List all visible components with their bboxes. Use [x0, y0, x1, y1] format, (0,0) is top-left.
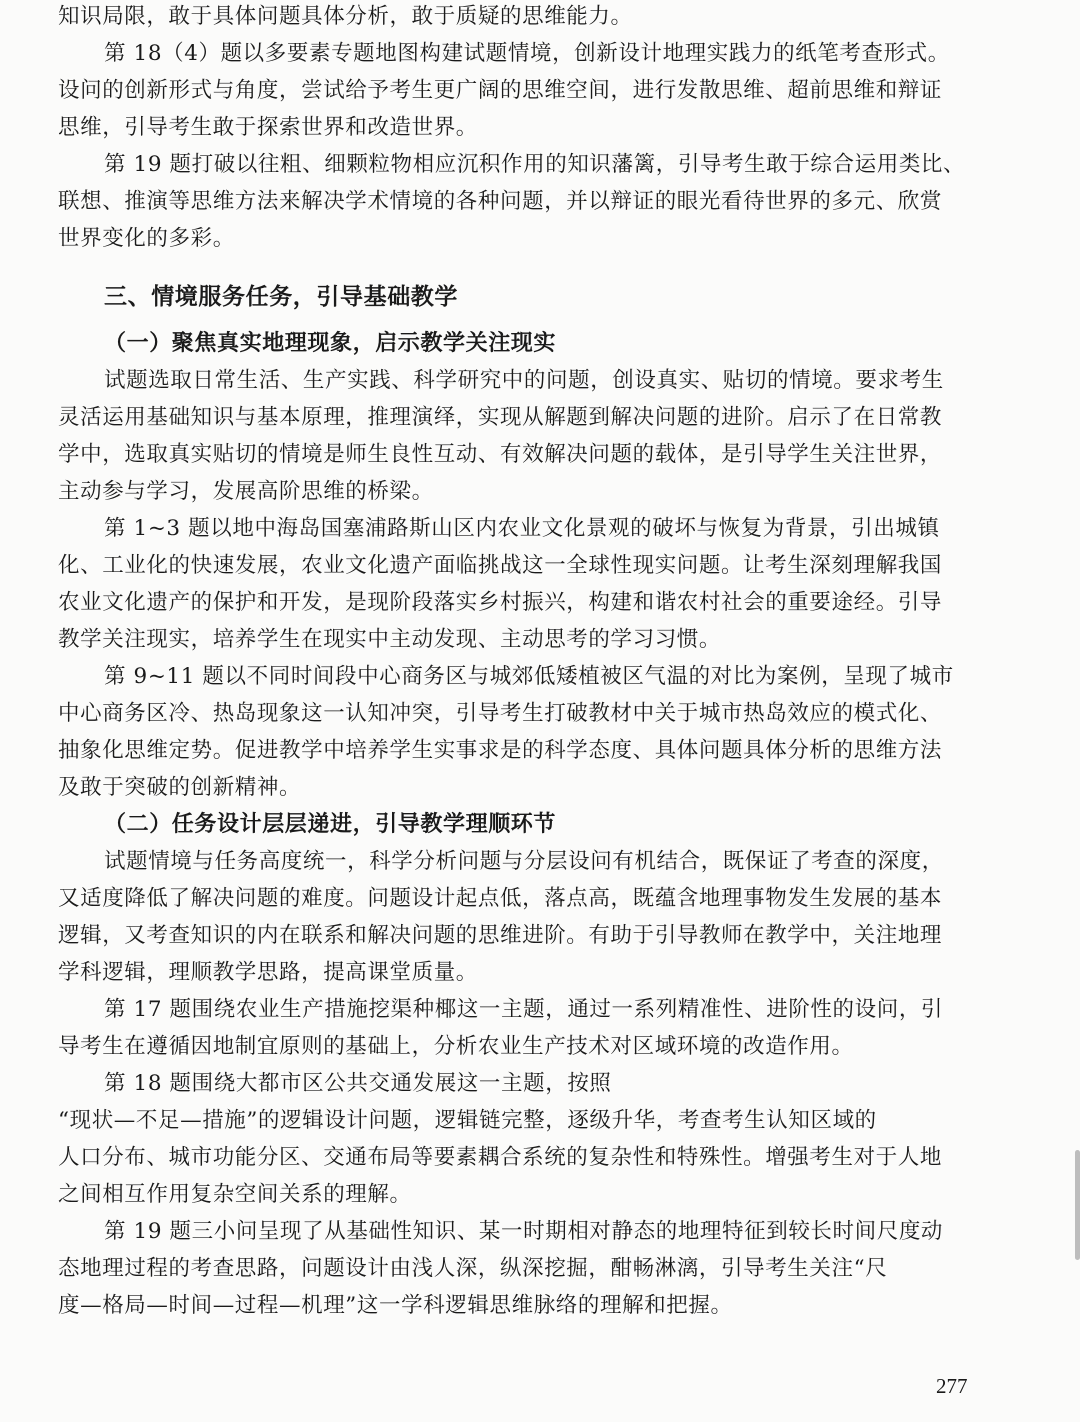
paragraph-6: 第 9~11 题以不同时间段中心商务区与城郊低矮植被区气温的对比为案例，呈现了城市 中心商务区冷、热岛现象这一认知冲突，引导考生打破教材中关于城市热岛效应的模式化、 抽象化思维定势。促进教学中培养学生实事求是的科学态度、具体问题具体分析的思维方法 及敢于突破的创新精神。 [58, 664, 954, 800]
section-heading-3: 三、情境服务任务，引导基础教学 [104, 283, 458, 310]
paragraph-9: 第 18 题围绕大都市区公共交通发展这一主题，按照 “现状—不足—措施”的逻辑设计问题，逻辑链完整，逐级升华，考查考生认知区域的 人口分布、城市功能分区、交通布局等要素耦合系统的复杂性和特殊性。增强考生对于人地 之间相互作用复杂空间关系的理解。 [58, 1071, 943, 1207]
paragraph-1: 知识局限，敢于具体问题具体分析，敢于质疑的思维能力。 [58, 4, 633, 29]
page-content [58, 0, 988, 1324]
scrollbar[interactable] [1075, 1150, 1080, 1260]
page-number: 277 [936, 1374, 968, 1398]
paragraph-2: 第 18（4）题以多要素专题地图构建试题情境，创新设计地理实践力的纸笔考查形式。 设问的创新形式与角度，尝试给予考生更广阔的思维空间，进行发散思维、超前思维和辩证 思维，引导考生敢于探索世界和改造世界。 [58, 41, 950, 140]
subsection-heading-1: （一）聚焦真实地理现象，启示教学关注现实 [104, 330, 557, 356]
subsection-heading-2: （二）任务设计层层递进，引导教学理顺环节 [104, 811, 557, 837]
paragraph-3: 第 19 题打破以往粗、细颗粒物相应沉积作用的知识藩篱，引导考生敢于综合运用类比、 联想、推演等思维方法来解决学术情境的各种问题，并以辩证的眼光看待世界的多元、欣赏 世界变化的多彩。 [58, 152, 966, 251]
paragraph-4: 试题选取日常生活、生产实践、科学研究中的问题，创设真实、贴切的情境。要求考生 灵活运用基础知识与基本原理，推理演绎，实现从解题到解决问题的进阶。启示了在日常教 学中，选取真实贴切的情境是师生良性互动、有效解决问题的载体，是引导学生关注世界， 主动参与学习，发展高阶思维的桥梁。 [58, 368, 944, 504]
paragraph-5: 第 1~3 题以地中海岛国塞浦路斯山区内农业文化景观的破坏与恢复为背景，引出城镇 化、工业化的快速发展，农业文化遗产面临挑战这一全球性现实问题。让考生深刻理解我国 农业文化遗产的保护和开发，是现阶段落实乡村振兴，构建和谐农村社会的重要途经。引导 教学关注现实，培养学生在现实中主动发现、主动思考的学习习惯。 [58, 516, 943, 652]
paragraph-10: 第 19 题三小问呈现了从基础性知识、某一时期相对静态的地理特征到较长时间尺度动 态地理过程的考查思路，问题设计由浅人深，纵深挖掘，酣畅淋漓，引导考生关注“尺 度—格局—时间—过程—机理”这一学科逻辑思维脉络的理解和把握。 [58, 1219, 944, 1318]
paragraph-8: 第 17 题围绕农业生产措施挖渠种椰这一主题，通过一系列精准性、进阶性的设问，引 导考生在遵循因地制宜原则的基础上，分析农业生产技术对区域环境的改造作用。 [58, 997, 944, 1059]
paragraph-7: 试题情境与任务高度统一，科学分析问题与分层设问有机结合，既保证了考查的深度， 又适度降低了解决问题的难度。问题设计起点低，落点高，既蕴含地理事物发生发展的基本 逻辑，又考查知识的内在联系和解决问题的思维进阶。有助于引导教师在教学中，关注地理 学科逻辑，理顺教学思路，提高课堂质量。 [58, 849, 944, 985]
